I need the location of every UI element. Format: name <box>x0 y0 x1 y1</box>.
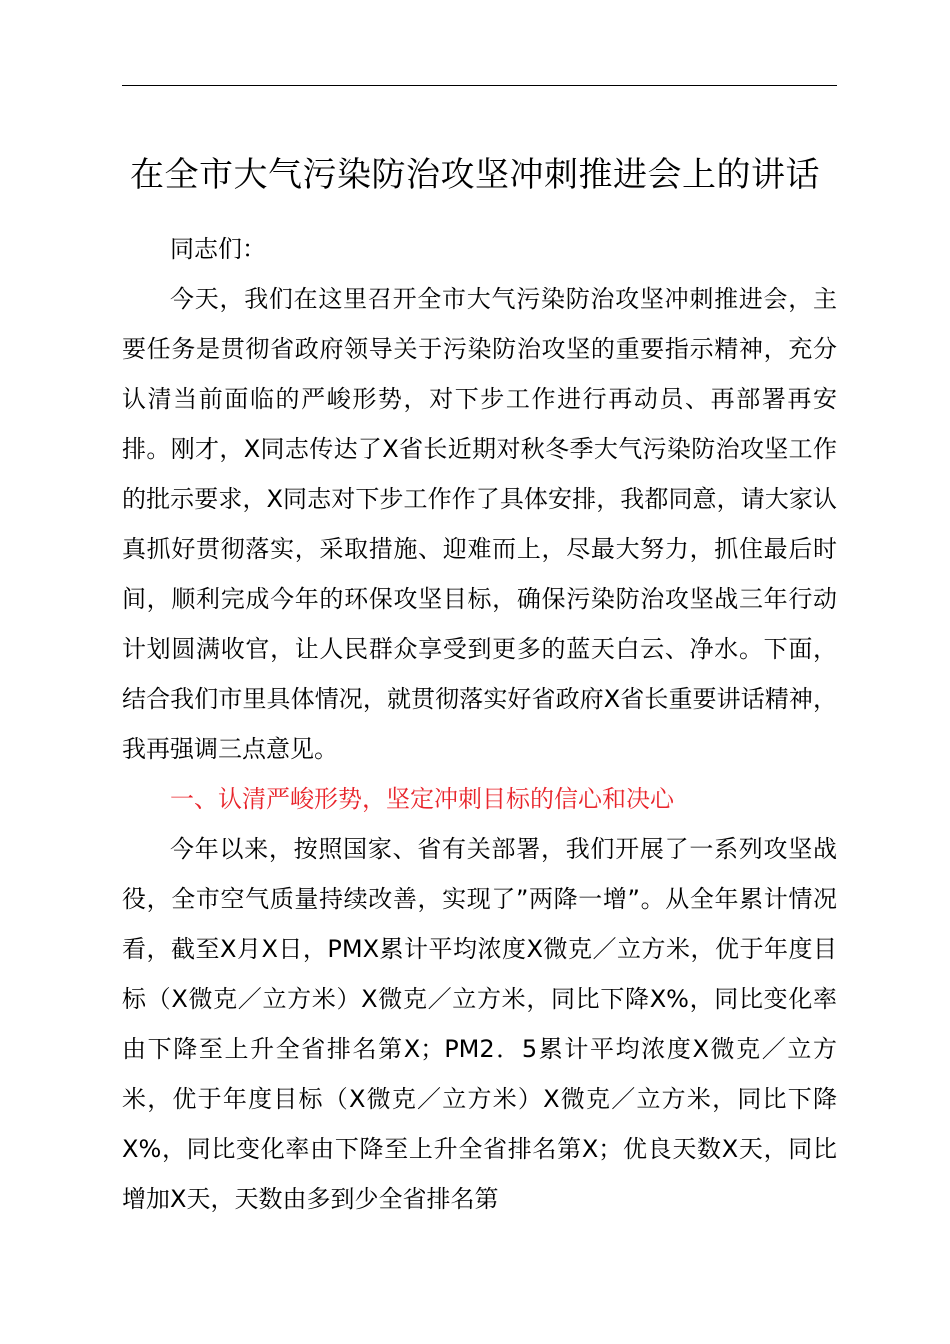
paragraph-opening: 今天，我们在这里召开全市大气污染防治攻坚冲刺推进会，主要任务是贯彻省政府领导关于污染防治攻坚的重要指示精神，充分认清当前面临的严峻形势，对下步工作进行再动员、再部署再安排。刚才，X同志传达了X省长近期对秋冬季大气污染防治攻坚工作的批示要求，X同志对下步工作作了具体安排，我都同意，请大家认真抓好贯彻落实，采取措施、迎难而上，尽最大努力，抓住最后时间，顺利完成今年的环保攻坚目标，确保污染防治攻坚战三年行动计划圆满收官，让人民群众享受到更多的蓝天白云、净水。下面，结合我们市里具体情况，就贯彻落实好省政府X省长重要讲话精神，我再强调三点意见。 <box>122 285 837 763</box>
paragraph-situation: 今年以来，按照国家、省有关部署，我们开展了一系列攻坚战役，全市空气质量持续改善，实现了”两降一增”。从全年累计情况看，截至X月X日，PMX累计平均浓度X微克／立方米，优于年度目标（X微克／立方米）X微克／立方米，同比下降X%，同比变化率由下降至上升全省排名第X；PM2．5累计平均浓度X微克／立方米，优于年度目标（X微克／立方米）X微克／立方米，同比下降X%，同比变化率由下降至上升全省排名第X；优良天数X天，同比增加X天，天数由多到少全省排名第 <box>122 835 837 1213</box>
header-rule <box>122 85 837 86</box>
document-title: 在全市大气污染防治攻坚冲刺推进会上的讲话 <box>130 155 820 195</box>
salutation: 同志们： <box>170 235 266 263</box>
document-body <box>122 224 837 1224</box>
section-heading-1: 一、认清严峻形势，坚定冲刺目标的信心和决心 <box>170 785 674 813</box>
